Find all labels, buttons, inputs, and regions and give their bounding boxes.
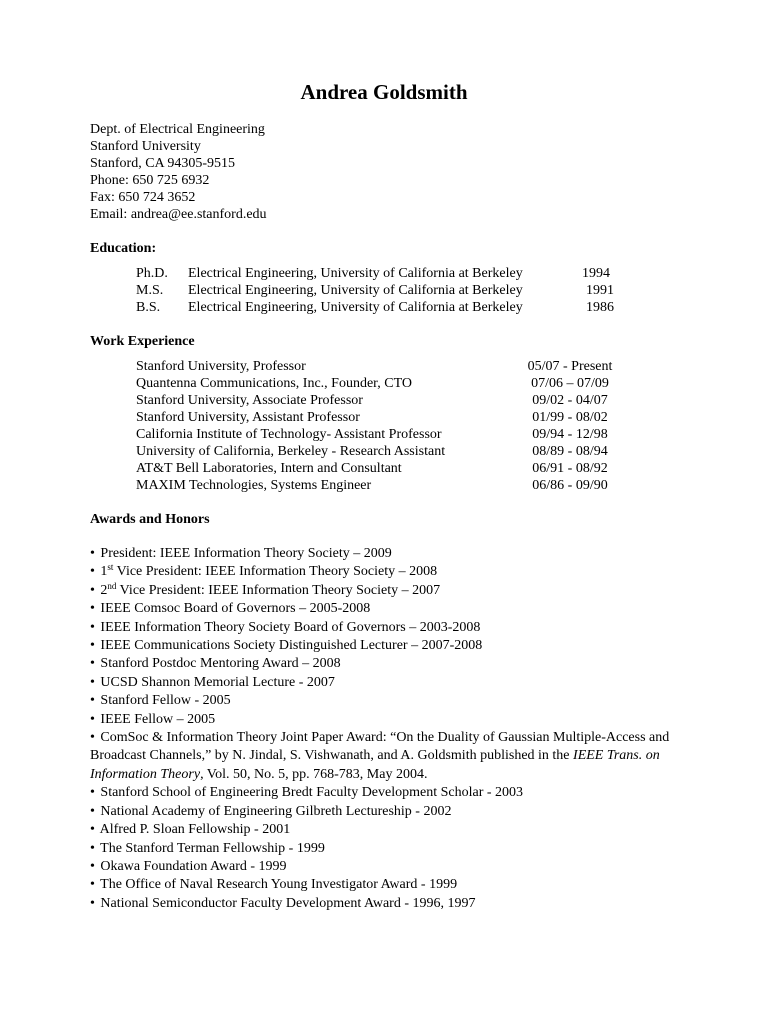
education-row (0, 299, 768, 316)
award-text: President: IEEE Information Theory Society – 2009 (100, 546, 392, 561)
awards-list (90, 545, 670, 913)
work-dates: 07/06 – 07/09 (531, 376, 609, 391)
list-item (90, 784, 670, 802)
work-position: California Institute of Technology- Assistant Professor (136, 427, 442, 442)
work-dates: 05/07 - Present (527, 359, 613, 374)
bullet-icon: • (90, 895, 95, 911)
education-row (0, 282, 768, 299)
bullet-icon: • (90, 601, 95, 617)
awards-heading: Awards and Honors (90, 512, 210, 527)
list-item (90, 729, 670, 784)
work-position: Quantenna Communications, Inc., Founder, CTO (136, 376, 413, 391)
award-text: Stanford Postdoc Mentoring Award – 2008 (100, 656, 341, 672)
work-row (0, 409, 768, 426)
bullet-icon: • (90, 858, 95, 874)
list-item (90, 895, 670, 913)
education-degree: Ph.D. (136, 266, 168, 281)
bullet-icon: • (90, 582, 95, 598)
award-text: Vice President: IEEE Information Theory Society – 2008 (113, 564, 438, 580)
award-text: IEEE Information Theory Society Board of Governors – 2003-2008 (100, 619, 481, 635)
contact-block (90, 121, 267, 223)
list-item (90, 619, 670, 637)
list-item (90, 600, 670, 618)
award-ordinal: 1 (100, 564, 108, 580)
contact-phone: Phone: 650 725 6932 (90, 173, 210, 188)
award-text: National Academy of Engineering Gilbreth Lectureship - 2002 (100, 803, 452, 819)
bullet-icon: • (90, 656, 95, 672)
bullet-icon: • (90, 674, 95, 690)
bullet-icon: • (90, 564, 95, 580)
award-text: Vice President: IEEE Information Theory Society – 2007 (116, 582, 441, 598)
award-text: Okawa Foundation Award - 1999 (100, 858, 287, 874)
work-row (0, 460, 768, 477)
bullet-icon: • (90, 785, 95, 801)
bullet-icon: • (90, 877, 95, 893)
list-item (90, 674, 670, 692)
award-text: The Office of Naval Research Young Investigator Award - 1999 (100, 877, 458, 893)
work-position: MAXIM Technologies, Systems Engineer (136, 478, 372, 493)
list-item (90, 876, 670, 894)
education-field: Electrical Engineering, University of California at Berkeley (188, 300, 523, 315)
award-text: IEEE Comsoc Board of Governors – 2005-2008 (100, 601, 371, 617)
bullet-icon: • (90, 619, 95, 635)
bullet-icon: • (90, 730, 95, 746)
list-item (90, 803, 670, 821)
bullet-icon: • (90, 822, 95, 838)
education-field: Electrical Engineering, University of California at Berkeley (188, 283, 523, 298)
list-item (90, 821, 670, 839)
list-item (90, 637, 670, 655)
work-position: Stanford University, Associate Professor (136, 393, 363, 408)
bullet-icon: • (90, 693, 95, 709)
education-year: 1986 (586, 300, 614, 315)
education-year: 1994 (582, 266, 610, 281)
contact-address: Stanford, CA 94305-9515 (90, 156, 236, 171)
contact-university: Stanford University (90, 139, 201, 154)
work-dates: 06/91 - 08/92 (532, 461, 608, 476)
list-item (90, 711, 670, 729)
bullet-icon: • (90, 638, 95, 654)
contact-fax: Fax: 650 724 3652 (90, 190, 196, 205)
work-row (0, 477, 768, 494)
award-text: UCSD Shannon Memorial Lecture - 2007 (100, 674, 335, 690)
list-item (90, 692, 670, 710)
award-text: Alfred P. Sloan Fellowship - 2001 (99, 822, 291, 838)
work-dates: 08/89 - 08/94 (532, 444, 608, 459)
education-degree: M.S. (136, 283, 164, 298)
bullet-icon: • (90, 546, 95, 561)
award-text: IEEE Fellow – 2005 (100, 711, 216, 727)
contact-department: Dept. of Electrical Engineering (90, 122, 265, 137)
work-position: Stanford University, Professor (136, 359, 306, 374)
work-position: University of California, Berkeley - Research Assistant (136, 444, 446, 459)
education-heading: Education: (90, 241, 157, 256)
bullet-icon: • (90, 711, 95, 727)
education-field: Electrical Engineering, University of California at Berkeley (188, 266, 523, 281)
list-item (90, 563, 670, 581)
work-dates: 01/99 - 08/02 (532, 410, 608, 425)
work-dates: 09/94 - 12/98 (532, 427, 608, 442)
work-row (0, 443, 768, 460)
list-item (90, 858, 670, 876)
award-text: Stanford Fellow - 2005 (100, 693, 231, 709)
award-ordinal-suffix: nd (107, 580, 117, 591)
list-item (90, 840, 670, 858)
work-row (0, 426, 768, 443)
award-text-tail: , Vol. 50, No. 5, pp. 768-783, May 2004. (200, 766, 428, 782)
award-text: Stanford School of Engineering Bredt Faculty Development Scholar - 2003 (100, 785, 524, 801)
award-text: IEEE Communications Society Distinguished Lecturer – 2007-2008 (100, 638, 483, 654)
page-title: Andrea Goldsmith (300, 80, 468, 104)
bullet-icon: • (90, 840, 95, 856)
list-item (90, 582, 670, 600)
education-year: 1991 (586, 283, 614, 298)
journal-title: IEEE Trans. on Information Theory (90, 748, 660, 782)
contact-email: Email: andrea@ee.stanford.edu (90, 207, 267, 222)
work-position: Stanford University, Assistant Professor (136, 410, 360, 425)
education-row (0, 265, 768, 282)
list-item (90, 545, 670, 563)
award-text: National Semiconductor Faculty Development Award - 1996, 1997 (100, 895, 476, 911)
work-dates: 09/02 - 04/07 (532, 393, 608, 408)
award-text: ComSoc & Information Theory Joint Paper Award: “On the Duality of Gaussian Multiple-Access and Broadcast Channels,” by N. Jindal, S. Vishwanath, and A. Goldsmith published in the (90, 730, 670, 764)
bullet-icon: • (90, 803, 95, 819)
work-row (0, 392, 768, 409)
work-dates: 06/86 - 09/90 (532, 478, 608, 493)
list-item (90, 655, 670, 673)
award-ordinal: 2 (100, 582, 108, 598)
work-position: AT&T Bell Laboratories, Intern and Consultant (136, 461, 402, 476)
award-ordinal-suffix: st (107, 562, 114, 573)
education-degree: B.S. (136, 300, 161, 315)
work-heading: Work Experience (90, 334, 195, 349)
work-row (0, 358, 768, 375)
award-text: The Stanford Terman Fellowship - 1999 (100, 840, 325, 856)
work-row (0, 375, 768, 392)
